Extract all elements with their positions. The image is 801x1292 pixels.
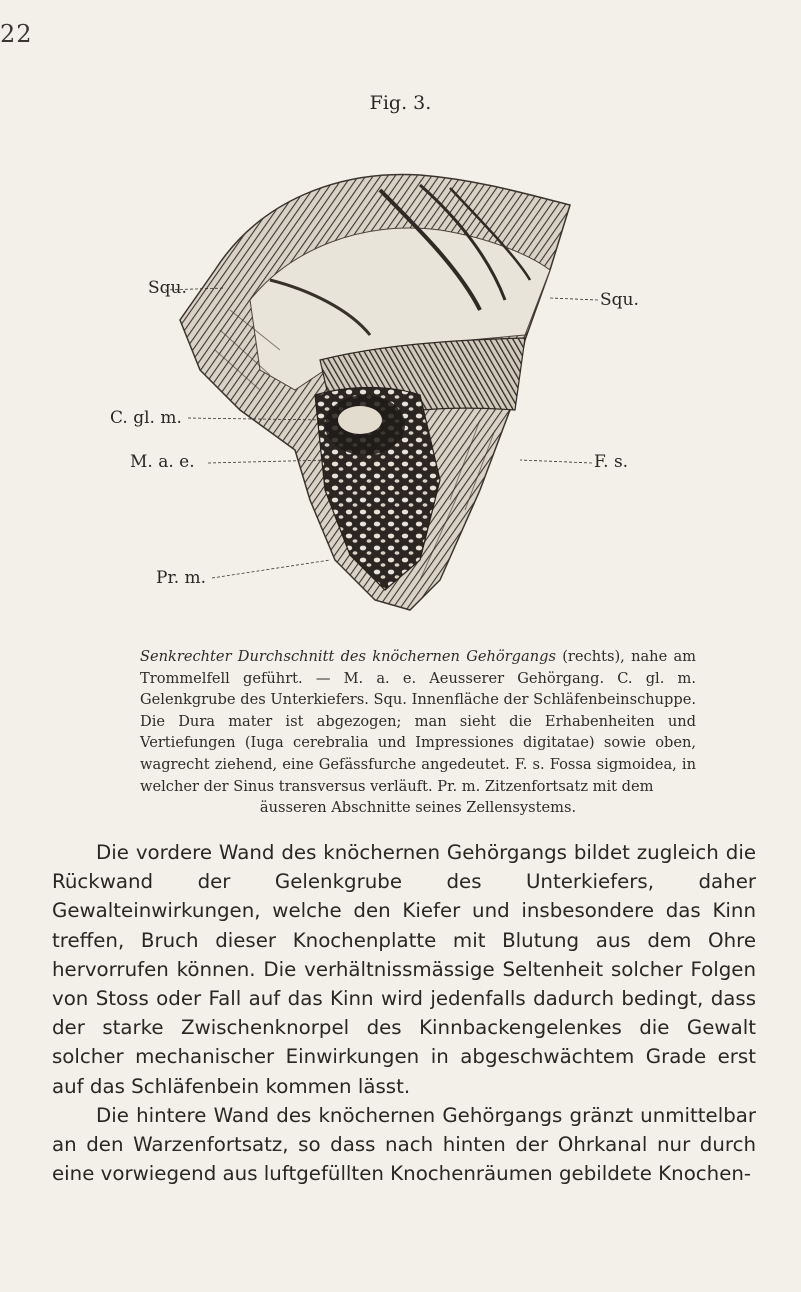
caption-last-line: äusseren Abschnitte seines Zellensystems. [259, 799, 577, 817]
label-m-a-e: M. a. e. [130, 452, 195, 472]
label-f-s: F. s. [594, 452, 629, 472]
label-squ-left: Squ. [148, 278, 187, 298]
paragraph-2: Die hintere Wand des knöchernen Gehörgangs gränzt unmittelbar an den Warzenfortsatz, so dass nach hinten der Ohrkanal nur durch eine vorwiegend aus luftgefüllten Knochenräumen gebildete Knochen- [52, 1103, 756, 1186]
paragraph-1: Die vordere Wand des knöchernen Gehörgangs bildet zugleich die Rückwand der Gelenkgrube des Unterkiefers, daher Gewalteinwirkungen, welche den Kiefer und insbesondere das Kinn treffen, Bruch dieser Knochenplatte mit Blutung aus dem Ohre hervorrufen können. Die verhältnissmässige Seltenheit solcher Folgen von Stoss oder Fall auf das Kinn wird jedenfalls dadurch bedingt, dass der starke Zwischenknorpel des Kinnbackengelenkes die Gewalt solcher mechanischer Einwirkungen in abgeschwächtem Grade erst auf das Schläfenbein kommen lässt. [52, 841, 756, 1098]
label-c-gl-m: C. gl. m. [110, 408, 182, 428]
figure-caption [140, 646, 696, 819]
label-squ-right: Squ. [600, 290, 639, 310]
caption-text: (rechts), nahe am Trommelfell geführt. — M. a. e. Aeusserer Gehörgang. C. gl. m. Gelenkgrube des Unterkiefers. Squ. Innenfläche der Schläfenbeinschuppe. Die Dura mater ist abgezogen; man sieht die Erhabenheiten und Vertiefungen (Iuga cerebralia und Impressiones digitatae) sowie oben, wagrecht ziehend, eine Gefässfurche angedeutet. F. s. Fossa sigmoidea, in welcher der Sinus transversus verläuft. Pr. m. Zitzenfortsatz mit dem [140, 648, 697, 795]
figure-title: Fig. 3. [369, 92, 432, 114]
body-text [52, 838, 756, 1188]
label-pr-m: Pr. m. [156, 568, 207, 588]
caption-lead: Senkrechter Durchschnitt des knöchernen Gehörgangs [140, 648, 556, 665]
figure-illustration [110, 160, 640, 640]
page-number: 22 [0, 20, 33, 48]
